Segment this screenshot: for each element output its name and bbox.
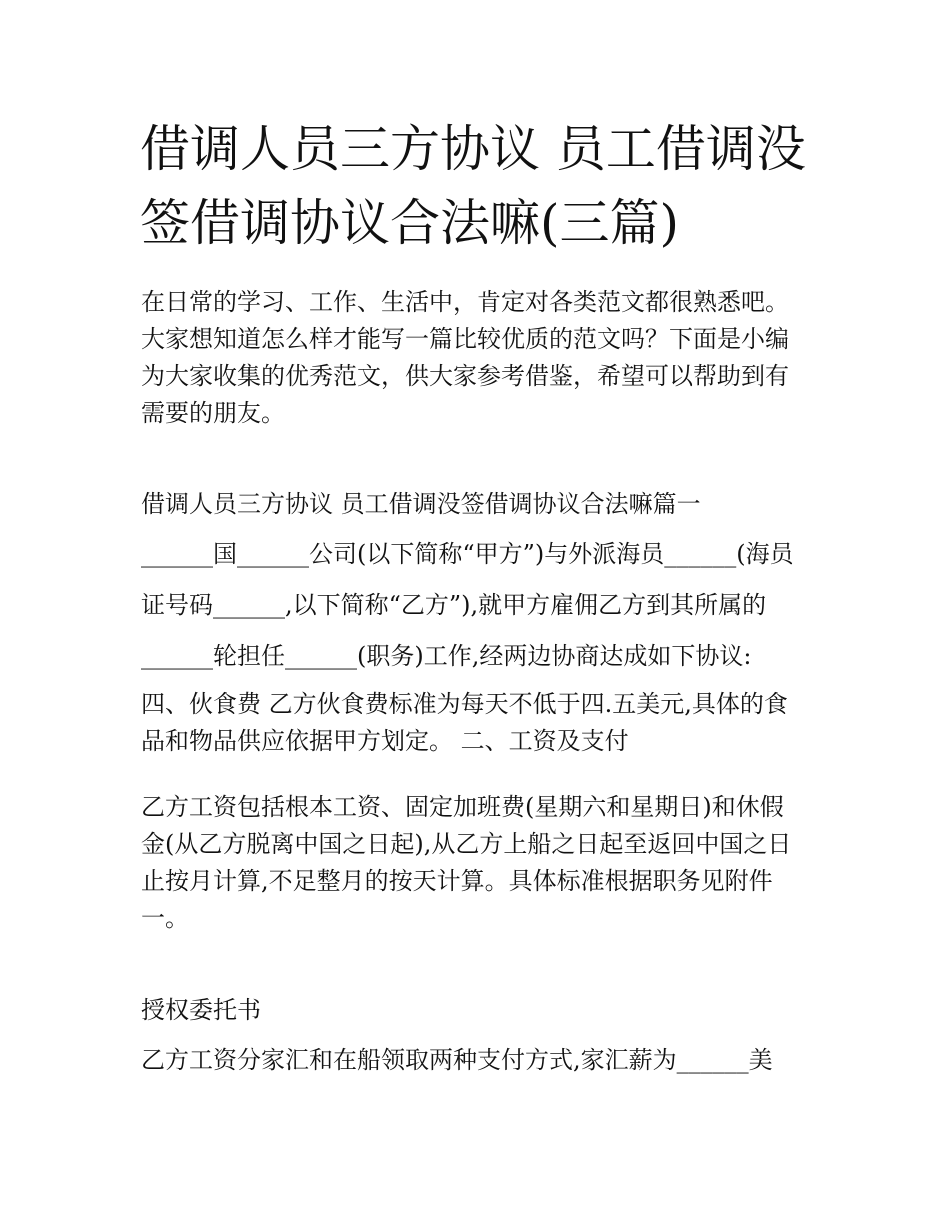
text-line: 止按月计算,不足整月的按天计算。具体标准根据职务见附件	[141, 867, 773, 895]
text-line: 乙方工资包括根本工资、固定加班费(星期六和星期日)和休假	[141, 793, 784, 821]
text-line: 授权委托书	[141, 996, 261, 1024]
text-line: 需要的朋友。	[141, 399, 285, 427]
text-line: ______轮担任______(职务)工作,经两边协商达成如下协议:	[141, 642, 752, 670]
text-line: 四、伙食费 乙方伙食费标准为每天不低于四.五美元,具体的食	[141, 690, 788, 718]
text-line: ______国______公司(以下简称“甲方”)与外派海员______(海员	[141, 540, 794, 568]
authorization-heading	[141, 992, 821, 1029]
text-line: 证号码______,以下简称“乙方”),就甲方雇佣乙方到其所属的	[141, 591, 767, 619]
text-line: 在日常的学习、工作、生活中，肯定对各类范文都很熟悉吧。	[141, 288, 789, 316]
text-line: 为大家收集的优秀范文，供大家参考借鉴，希望可以帮助到有	[141, 362, 789, 390]
meal-clause	[141, 686, 821, 760]
text-line: 大家想知道怎么样才能写一篇比较优质的范文吗？下面是小编	[141, 325, 789, 353]
text-line: 品和物品供应依据甲方划定。 二、工资及支付	[141, 727, 629, 755]
text-line: 借调人员三方协议 员工借调没签借调协议合法嘛篇一	[141, 490, 701, 518]
wage-clause	[141, 789, 821, 937]
intro-paragraph	[141, 284, 821, 432]
text-line: 乙方工资分家汇和在船领取两种支付方式,家汇薪为______美	[141, 1046, 773, 1074]
title-line: 借调人员三方协议 员工借调没	[140, 120, 806, 178]
text-line: 金(从乙方脱离中国之日起),从乙方上船之日起至返回中国之日	[141, 830, 792, 858]
text-line: 一。	[141, 904, 189, 932]
section-heading	[141, 486, 821, 523]
payment-clause	[141, 1042, 821, 1079]
agreement-paragraph	[141, 536, 821, 675]
document-title	[140, 112, 830, 260]
title-line: 签借调协议合法嘛(三篇)	[140, 194, 680, 252]
